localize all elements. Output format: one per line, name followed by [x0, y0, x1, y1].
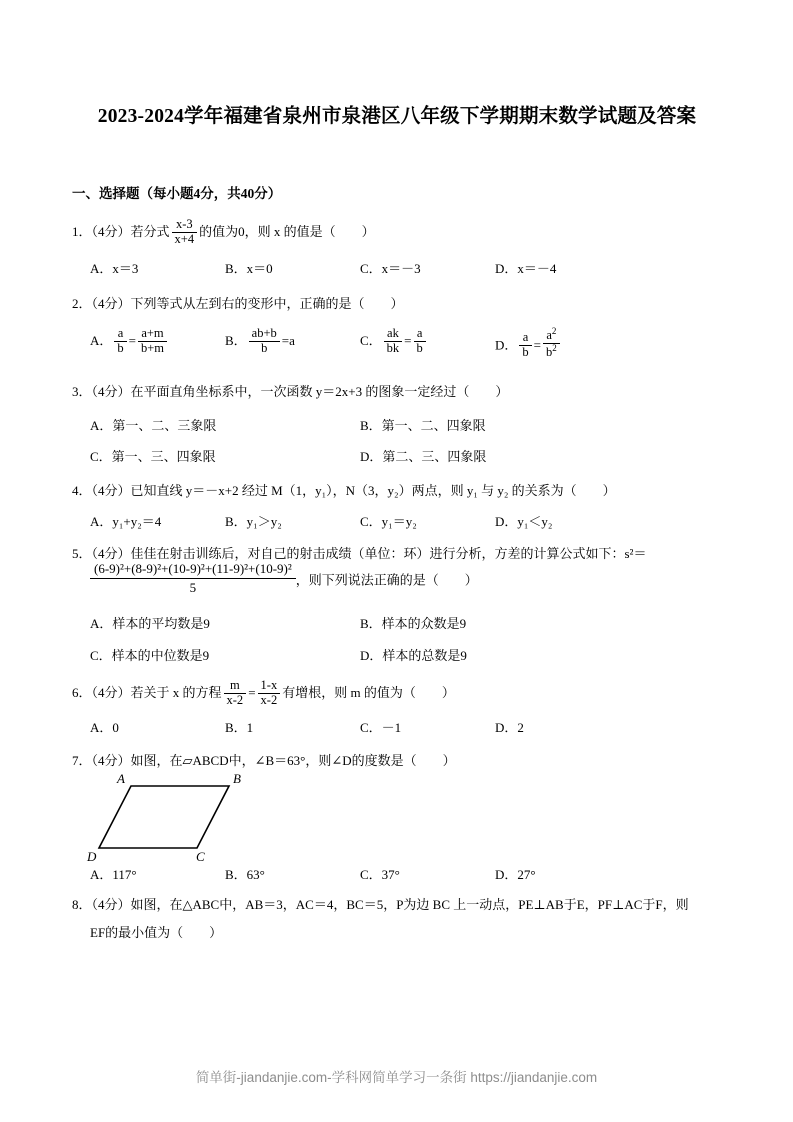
- q5-option-b[interactable]: B．样本的众数是9: [360, 616, 467, 631]
- q2a-left-fraction: $\frac{a}{b}$: [114, 327, 126, 355]
- q5-numerator: (6-9)²+(8-9)²+(10-9)²+(11-9)²+(10-9)²: [90, 561, 296, 579]
- question-6-options: [72, 717, 732, 737]
- section-heading-choice: 一、选择题（每小题4分，共40分）: [72, 186, 282, 201]
- q4-option-a[interactable]: A．y₁+y₂＝4: [90, 514, 162, 529]
- question-3-options-row1: [72, 415, 732, 435]
- question-7-stem: [72, 750, 722, 771]
- q5-stem-post: ，则下列说法正确的是（ ）: [295, 572, 478, 588]
- q1-stem-pre: 1．（4分）若分式: [72, 224, 170, 239]
- question-3-stem: [72, 381, 722, 402]
- question-1-options: [72, 258, 732, 278]
- q7-stem-text: 7．（4分）如图，在▱ABCD中，∠B＝63°，则∠D的度数是（ ）: [72, 753, 456, 768]
- q5-option-d[interactable]: D．样本的总数是9: [360, 648, 467, 663]
- q7-option-b[interactable]: B．63°: [225, 867, 265, 882]
- q3-option-d[interactable]: D．第二、三、四象限: [360, 449, 487, 464]
- q5-option-a[interactable]: A．样本的平均数是9: [90, 616, 210, 631]
- footer-watermark: 简单街-jiandanjie.com-学科网简单学习一条街 https://jiandanjie.com: [195, 1070, 598, 1085]
- vertex-label-a: A: [117, 771, 125, 786]
- question-2-stem: [72, 293, 722, 314]
- q7-option-d[interactable]: D．27°: [495, 867, 536, 882]
- question-8-stem: [72, 894, 730, 943]
- q3-stem-text: 3．（4分）在平面直角坐标系中，一次函数 y＝2x+3 的图象一定经过（ ）: [72, 384, 509, 399]
- q6-option-d[interactable]: D．2: [495, 720, 524, 735]
- parallelogram-svg: [84, 770, 284, 862]
- q1-stem-post: 的值为0，则 x 的值是（ ）: [199, 224, 375, 239]
- question-2-options: [72, 325, 732, 361]
- q5-denominator: 5: [189, 580, 197, 596]
- q7-option-c[interactable]: C．37°: [360, 867, 400, 882]
- question-6-stem: [72, 679, 722, 707]
- parallelogram-shape: [99, 786, 229, 848]
- q1-option-d[interactable]: D．x＝－4: [495, 261, 557, 276]
- question-3-options-row2: [72, 446, 732, 466]
- question-5-variance-formula: [90, 561, 478, 597]
- q5-option-c[interactable]: C．样本的中位数是9: [90, 648, 210, 663]
- q2c-right-fraction: $\frac{a}{b}$: [414, 327, 426, 355]
- question-5-options-row2: [72, 645, 732, 665]
- q2d-left-fraction: $\frac{a}{b}$: [519, 331, 531, 359]
- q1-option-b[interactable]: B．x＝0: [225, 261, 273, 276]
- q3-option-b[interactable]: B．第一、二、四象限: [360, 418, 486, 433]
- question-7-options: [72, 864, 732, 884]
- q2b-right-value: a: [289, 333, 295, 348]
- page-title: 2023-2024学年福建省泉州市泉港区八年级下学期期末数学试题及答案: [97, 106, 697, 127]
- question-4-options: [72, 511, 732, 531]
- q6-stem-post: 有增根，则 m 的值为（ ）: [282, 685, 455, 700]
- q2-option-a[interactable]: [90, 327, 169, 355]
- q4-option-d[interactable]: D．y₁＜y₂: [495, 514, 553, 529]
- q8-stem-line1: 8．（4分）如图，在△ABC中，AB＝3，AC＝4，BC＝5，P为边 BC 上一动点，PE⊥AB于E，PF⊥AC于F，则: [72, 897, 689, 912]
- q2-option-b-label: B．: [225, 333, 247, 348]
- q4-stem-text: 4．（4分）已知直线 y＝－x+2 经过 M（1，y₁），N（3，y₂）两点，则 y₁ 与 y₂ 的关系为（ ）: [72, 483, 616, 498]
- vertex-label-d: D: [87, 849, 97, 862]
- q3-option-c[interactable]: C．第一、三、四象限: [90, 449, 216, 464]
- q2-option-d[interactable]: [495, 327, 562, 359]
- q2-stem-text: 2．（4分）下列等式从左到右的变形中，正确的是（ ）: [72, 296, 404, 311]
- q2a-right-fraction: $\frac{a+m}{b+m}$: [138, 327, 167, 355]
- q6-right-fraction: $\frac{1-x}{x-2}$: [258, 679, 281, 707]
- q6-relation: =: [248, 685, 256, 700]
- q2d-right-fraction: $\frac{a^2}{b^2}$: [543, 327, 560, 359]
- q2-option-c[interactable]: [360, 327, 428, 355]
- q2-option-b[interactable]: [225, 327, 295, 355]
- q6-stem-pre: 6．（4分）若关于 x 的方程: [72, 685, 222, 700]
- q7-option-a[interactable]: A．117°: [90, 867, 137, 882]
- q2d-relation: =: [533, 337, 541, 353]
- q8-stem-line2: EF的最小值为（ ）: [90, 925, 223, 940]
- q6-option-b[interactable]: B．1: [225, 720, 254, 735]
- q4-option-c[interactable]: C．y₁＝y₂: [360, 514, 417, 529]
- q5-fraction: [90, 561, 296, 597]
- vertex-label-b: B: [233, 771, 241, 786]
- vertex-label-c: C: [196, 849, 205, 862]
- q2-option-d-label: D．: [495, 337, 518, 353]
- q2c-relation: =: [404, 333, 412, 348]
- question-4-stem: [72, 480, 722, 501]
- q2a-relation: =: [128, 333, 136, 348]
- q6-left-fraction: $\frac{m}{x-2}$: [224, 679, 247, 707]
- q3-option-a[interactable]: A．第一、二、三象限: [90, 418, 217, 433]
- q7-parallelogram-figure: [84, 770, 284, 867]
- q5-stem-pre: 5．（4分）佳佳在射击训练后，对自己的射击成绩（单位：环）进行分析，方差的计算公式如下：s²＝: [72, 546, 647, 561]
- q2c-left-fraction: $\frac{ak}{bk}$: [384, 327, 403, 355]
- question-1-stem: [72, 218, 722, 246]
- q2-option-a-label: A．: [90, 333, 113, 348]
- q6-option-c[interactable]: C．－1: [360, 720, 402, 735]
- q1-option-a[interactable]: A．x＝3: [90, 261, 139, 276]
- q6-option-a[interactable]: A．0: [90, 720, 119, 735]
- q1-fraction: $\frac{x-3}{x+4}$: [172, 218, 198, 246]
- q2b-relation: =: [281, 333, 290, 348]
- question-5-options-row1: [72, 613, 732, 633]
- q2-option-c-label: C．: [360, 333, 382, 348]
- q2b-left-fraction: $\frac{ab+b}{b}$: [249, 327, 280, 355]
- q4-option-b[interactable]: B．y₁＞y₂: [225, 514, 282, 529]
- q1-option-c[interactable]: C．x＝－3: [360, 261, 421, 276]
